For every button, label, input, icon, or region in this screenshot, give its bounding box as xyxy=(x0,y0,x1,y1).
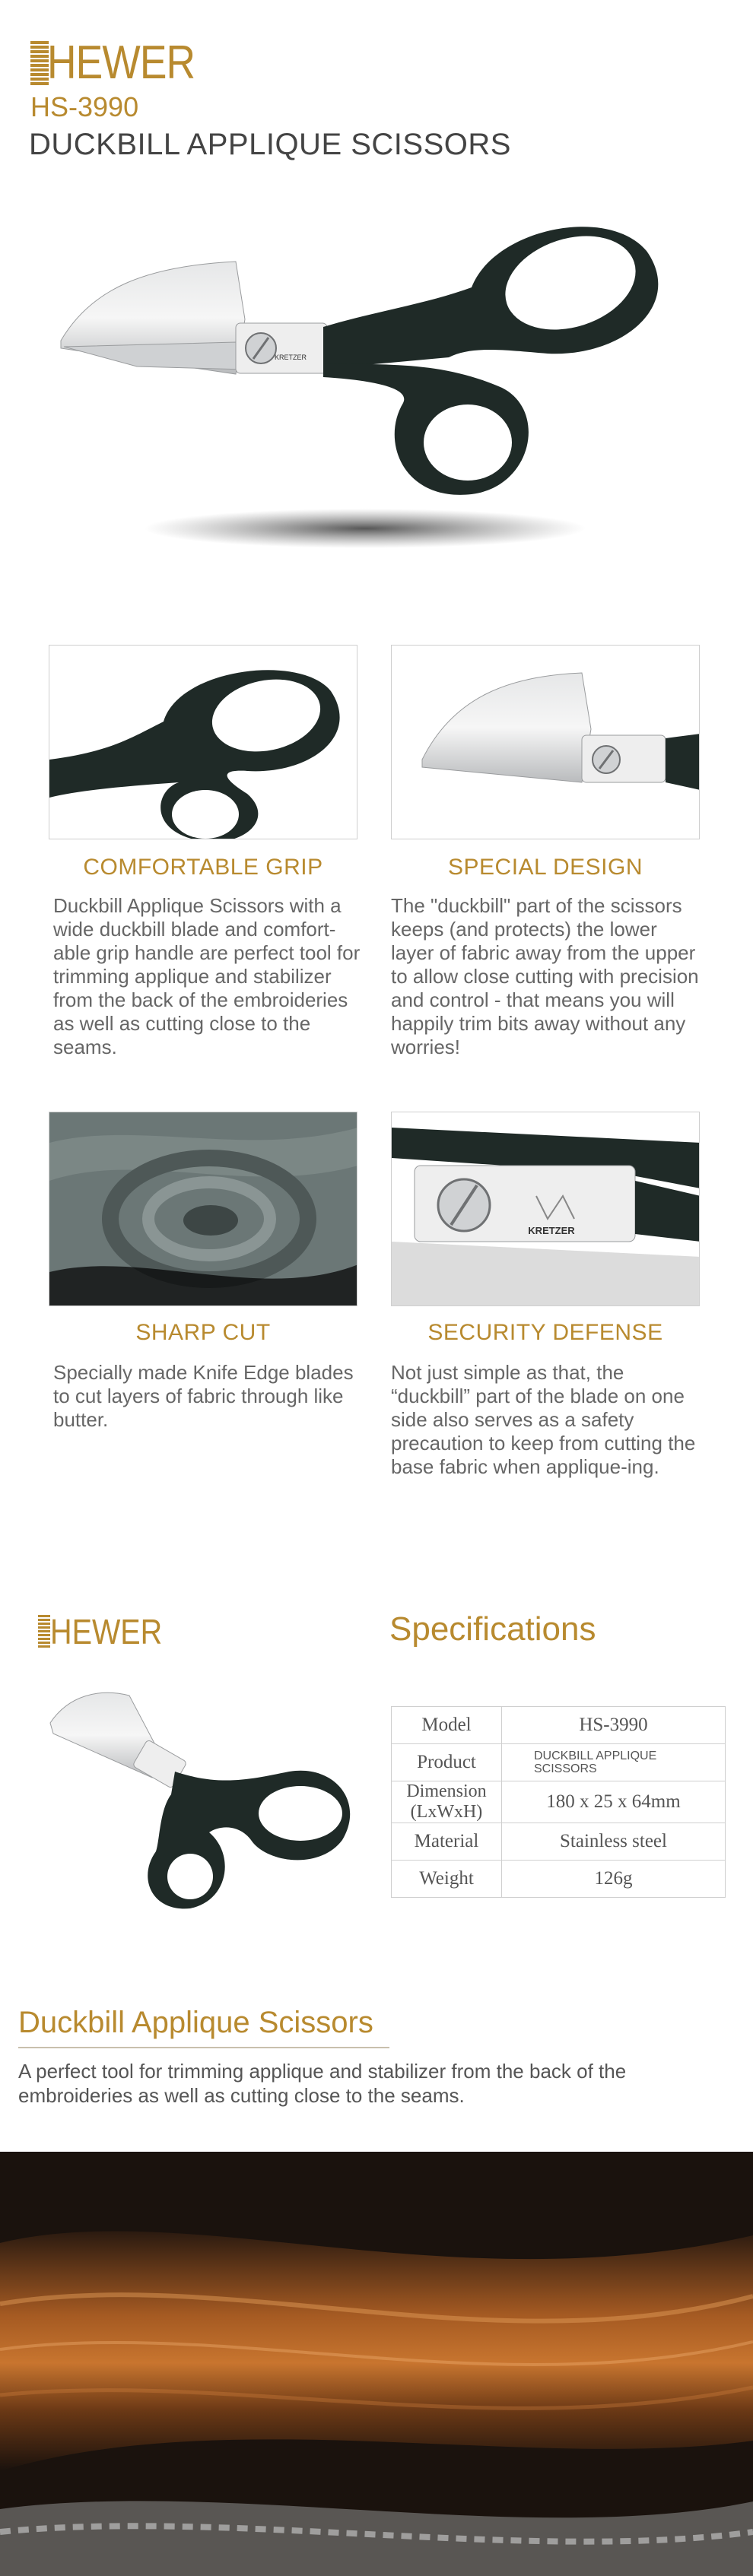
feature-text-grip: Duckbill Applique Scissors with a wide duckbill blade and comfort-able grip handle are perfect tool for trimming applique and stabilizer from the back of the embroideries as well as cutting close to the seams. xyxy=(53,894,361,1058)
brand-name: HEWER xyxy=(47,36,195,89)
spec-heading: Specifications xyxy=(389,1610,596,1648)
spec-label-line: (LxWxH) xyxy=(410,1802,483,1822)
feature-text-security: Not just simple as that, the “duckbill” part of the blade on one side also serves as a safety precaution to keep from cutting the base fabric when applique-ing. xyxy=(391,1361,696,1478)
spec-value: HS-3990 xyxy=(502,1707,726,1744)
spec-row xyxy=(392,1781,726,1823)
grip-detail-image xyxy=(49,645,357,839)
spec-label-line: Dimension xyxy=(406,1781,487,1801)
spec-label xyxy=(392,1781,502,1823)
spec-scissors-image xyxy=(46,1688,357,1916)
fabric-banner-image xyxy=(0,2152,753,2576)
brand-logo xyxy=(30,38,213,88)
spec-row xyxy=(392,1823,726,1861)
spec-label: Product xyxy=(392,1744,502,1781)
spec-value-line: SCISSORS xyxy=(534,1762,597,1775)
bottom-title: Duckbill Applique Scissors xyxy=(18,2006,373,2039)
spec-label: Weight xyxy=(392,1861,502,1898)
blade-detail-image xyxy=(391,645,700,839)
spec-table xyxy=(391,1706,726,1898)
pivot-imprint: KRETZER xyxy=(528,1225,575,1236)
logo-stripe-icon xyxy=(30,41,49,85)
spec-value: Stainless steel xyxy=(502,1823,726,1861)
feature-title-design: SPECIAL DESIGN xyxy=(448,855,643,880)
feature-text-cut: Specially made Knife Edge blades to cut layers of fabric through like butter. xyxy=(53,1361,354,1431)
product-title: DUCKBILL APPLIQUE SCISSORS xyxy=(29,128,511,161)
feature-text-design: The "duckbill" part of the scissors keeps (and protects) the lower layer of fabric away from the upper to allow close cutting with precision and control - that means you will happily trim bits away without any worries! xyxy=(391,894,699,1058)
logo-stripe-icon xyxy=(38,1615,50,1648)
spec-brand-logo xyxy=(38,1612,163,1651)
feature-title-cut: SHARP CUT xyxy=(135,1320,271,1345)
bottom-description: A perfect tool for trimming applique and stabilizer from the back of the embroideries as well as cutting close to the seams. xyxy=(18,2060,627,2107)
spec-value: 126g xyxy=(502,1861,726,1898)
spec-label: Model xyxy=(392,1707,502,1744)
spec-row xyxy=(392,1707,726,1744)
feature-title-grip: COMFORTABLE GRIP xyxy=(83,855,323,880)
fabric-image xyxy=(49,1112,357,1306)
spec-label: Material xyxy=(392,1823,502,1861)
spec-row xyxy=(392,1744,726,1781)
hero-scissors-image xyxy=(46,198,685,563)
hero-imprint: KRETZER xyxy=(274,354,307,361)
spec-value xyxy=(502,1744,726,1781)
spec-brand-name: HEWER xyxy=(50,1612,163,1651)
spec-value-line: DUCKBILL APPLIQUE xyxy=(534,1750,657,1762)
feature-title-security: SECURITY DEFENSE xyxy=(427,1320,663,1345)
spec-row xyxy=(392,1861,726,1898)
model-code: HS-3990 xyxy=(30,91,139,122)
spec-value: 180 x 25 x 64mm xyxy=(502,1781,726,1823)
divider xyxy=(18,2047,389,2048)
pivot-detail-image xyxy=(391,1112,700,1306)
